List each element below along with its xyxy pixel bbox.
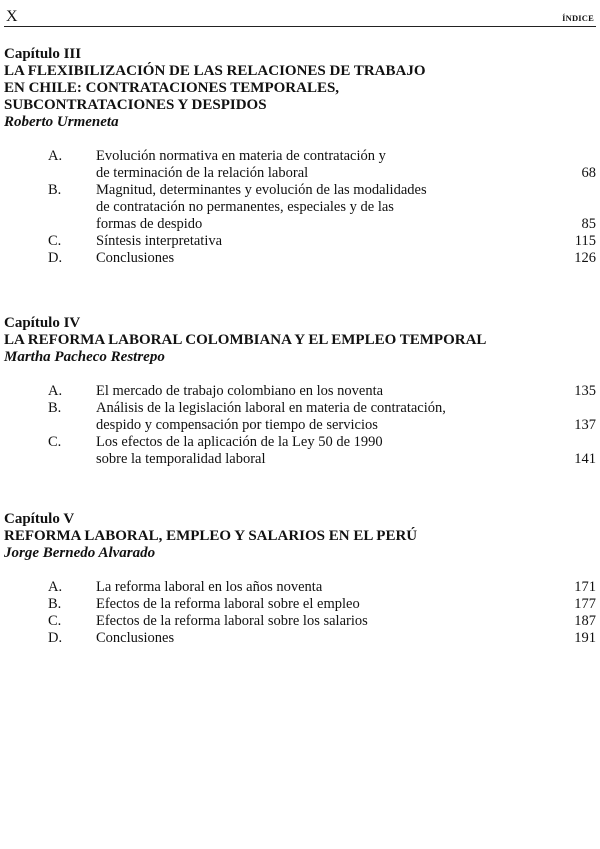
toc-entry-letter: C.	[48, 613, 62, 629]
chapter-title-line: SUBCONTRATACIONES Y DESPIDOS	[4, 97, 267, 113]
toc-entry[interactable]	[4, 596, 596, 613]
toc-entry-line: de contratación no permanentes, especiales y de las	[96, 199, 394, 215]
toc-entry-page: 135	[574, 383, 596, 399]
toc-entry-line: despido y compensación por tiempo de servicios	[96, 417, 378, 433]
toc-entry-page: 68	[581, 165, 596, 181]
toc-entry-line: formas de despido	[96, 216, 203, 232]
toc-entry-page: 177	[574, 596, 596, 612]
section-title: ÍNDICE	[562, 13, 594, 23]
toc-entry-line: Conclusiones	[96, 630, 175, 646]
toc-entry-line: Conclusiones	[96, 250, 175, 266]
toc-entry-letter: B.	[48, 596, 62, 612]
toc-entry-line: Efectos de la reforma laboral sobre el empleo	[96, 596, 360, 612]
toc-entry-line: Los efectos de la aplicación de la Ley 50 de 1990	[96, 434, 383, 450]
chapter-block	[4, 315, 596, 468]
toc-list	[4, 148, 596, 267]
chapter-author: Jorge Bernedo Alvarado	[4, 545, 156, 561]
toc-entry-letter: A.	[48, 579, 63, 595]
toc-entry-line: La reforma laboral en los años noventa	[96, 579, 323, 595]
toc-entry-letter: B.	[48, 182, 62, 198]
toc-entry-line: sobre la temporalidad laboral	[96, 451, 266, 467]
chapter-block	[4, 46, 596, 267]
chapter-label: Capítulo IV	[4, 315, 81, 331]
toc-entry-page: 85	[581, 216, 596, 232]
toc-entry-line: Efectos de la reforma laboral sobre los salarios	[96, 613, 368, 629]
toc-entry-line: Magnitud, determinantes y evolución de las modalidades	[96, 182, 427, 198]
toc-entry-page: 115	[574, 233, 596, 249]
toc-entry[interactable]	[4, 182, 596, 233]
toc-entry-page: 191	[574, 630, 596, 646]
chapter-author: Martha Pacheco Restrepo	[4, 349, 165, 365]
chapter-title-line: LA FLEXIBILIZACIÓN DE LAS RELACIONES DE TRABAJO	[4, 63, 426, 79]
toc-entry-letter: A.	[48, 383, 63, 399]
toc-entry-title	[96, 613, 556, 630]
page-header	[4, 2, 596, 27]
toc-entry-letter: D.	[48, 630, 63, 646]
toc-entry-title	[96, 148, 556, 182]
toc-entry-letter: C.	[48, 434, 62, 450]
chapter-author: Roberto Urmeneta	[4, 114, 119, 130]
toc-list	[4, 579, 596, 647]
chapter-title-line: REFORMA LABORAL, EMPLEO Y SALARIOS EN EL PERÚ	[4, 528, 418, 544]
toc-entry-letter: C.	[48, 233, 62, 249]
toc-entry-letter: D.	[48, 250, 63, 266]
toc-entry[interactable]	[4, 148, 596, 182]
toc-entry-page: 137	[574, 417, 596, 433]
toc-entry-title	[96, 250, 556, 267]
toc-entry[interactable]	[4, 383, 596, 400]
toc-entry-letter: A.	[48, 148, 63, 164]
toc-entry-title	[96, 434, 556, 468]
toc-entry-letter: B.	[48, 400, 62, 416]
toc-entry-line: Análisis de la legislación laboral en materia de contratación,	[96, 400, 446, 416]
toc-entry-line: Evolución normativa en materia de contratación y	[96, 148, 386, 164]
toc-entry[interactable]	[4, 434, 596, 468]
toc-entry-title	[96, 579, 556, 596]
toc-entry-page: 187	[574, 613, 596, 629]
toc-entry-line: de terminación de la relación laboral	[96, 165, 309, 181]
toc-entry-title	[96, 596, 556, 613]
toc-entry[interactable]	[4, 400, 596, 434]
toc-entry-title	[96, 630, 556, 647]
chapter-block	[4, 511, 596, 647]
chapter-title-line: EN CHILE: CONTRATACIONES TEMPORALES,	[4, 80, 340, 96]
toc-entry-title	[96, 400, 556, 434]
toc-entry-title	[96, 182, 556, 233]
toc-entry-page: 126	[574, 250, 596, 266]
toc-entry-page: 171	[574, 579, 596, 595]
toc-entry[interactable]	[4, 250, 596, 267]
toc-entry-title	[96, 233, 556, 250]
chapter-title-line: LA REFORMA LABORAL COLOMBIANA Y EL EMPLEO TEMPORAL	[4, 332, 487, 348]
toc-entry[interactable]	[4, 613, 596, 630]
toc-entry-line: Síntesis interpretativa	[96, 233, 223, 249]
page-number: X	[6, 8, 18, 25]
toc-entry[interactable]	[4, 630, 596, 647]
toc-entry-line: El mercado de trabajo colombiano en los noventa	[96, 383, 384, 399]
chapter-label: Capítulo III	[4, 46, 82, 62]
toc-entry-page: 141	[574, 451, 596, 467]
toc-list	[4, 383, 596, 468]
chapter-label: Capítulo V	[4, 511, 75, 527]
toc-entry[interactable]	[4, 579, 596, 596]
toc-entry-title	[96, 383, 556, 400]
toc-entry[interactable]	[4, 233, 596, 250]
